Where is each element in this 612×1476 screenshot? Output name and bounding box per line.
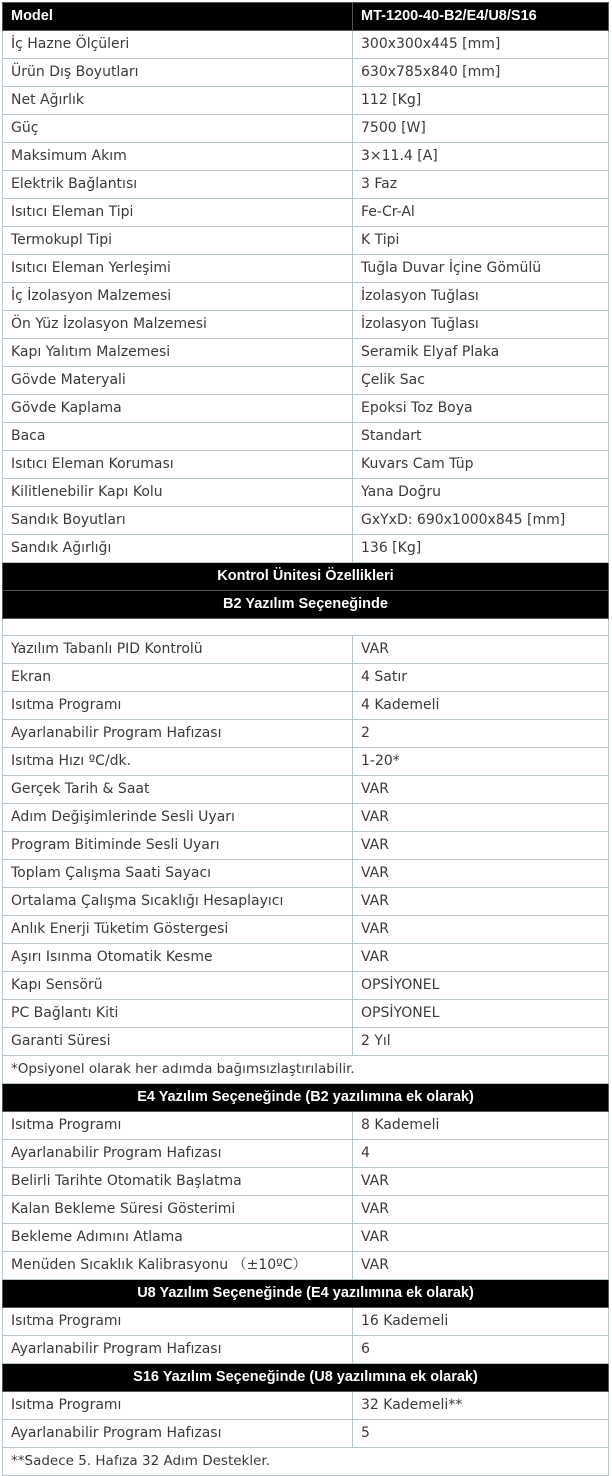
b2-footnote — [3, 1056, 609, 1084]
spec-row — [3, 255, 609, 283]
spec-label: Anlık Enerji Tüketim Göstergesi — [3, 916, 353, 944]
spec-label: Belirli Tarihte Otomatik Başlatma — [3, 1168, 353, 1196]
spec-value: Fe-Cr-Al — [353, 199, 609, 227]
b2-section-header-title: B2 Yazılım Seçeneğinde — [3, 591, 609, 619]
b2-spec-row — [3, 860, 609, 888]
spec-row — [3, 395, 609, 423]
b2-spec-row — [3, 748, 609, 776]
spec-label: Gerçek Tarih & Saat — [3, 776, 353, 804]
model-value: MT-1200-40-B2/E4/U8/S16 — [353, 3, 609, 31]
spec-value: 4 Kademeli — [353, 692, 609, 720]
spec-label: Isıtma Programı — [3, 1392, 353, 1420]
spec-label: Maksimum Akım — [3, 143, 353, 171]
spec-table-body — [3, 3, 609, 1476]
spec-row — [3, 423, 609, 451]
spec-row — [3, 199, 609, 227]
spec-value: 2 — [353, 720, 609, 748]
spec-label: İç İzolasyon Malzemesi — [3, 283, 353, 311]
e4-section-header-title: E4 Yazılım Seçeneğinde (B2 yazılımına ek olarak) — [3, 1084, 609, 1112]
spec-value: Seramik Elyaf Plaka — [353, 339, 609, 367]
spec-value: 5 — [353, 1420, 609, 1448]
spec-label: Sandık Ağırlığı — [3, 535, 353, 563]
spec-label: Ayarlanabilir Program Hafızası — [3, 1336, 353, 1364]
spec-row — [3, 311, 609, 339]
e4-spec-row — [3, 1140, 609, 1168]
spec-value: 16 Kademeli — [353, 1308, 609, 1336]
spacer-cell — [3, 619, 609, 636]
e4-spec-row — [3, 1168, 609, 1196]
spec-row — [3, 535, 609, 563]
spec-value: VAR — [353, 776, 609, 804]
spec-value: 136 [Kg] — [353, 535, 609, 563]
b2-spec-row — [3, 832, 609, 860]
spec-value: Yana Doğru — [353, 479, 609, 507]
spec-label: Isıtma Programı — [3, 1308, 353, 1336]
spec-value: 7500 [W] — [353, 115, 609, 143]
spec-row — [3, 143, 609, 171]
spec-value: 112 [Kg] — [353, 87, 609, 115]
spec-label: İç Hazne Ölçüleri — [3, 31, 353, 59]
spec-value: 2 Yıl — [353, 1028, 609, 1056]
b2-footnote-text: *Opsiyonel olarak her adımda bağımsızlaştırılabilir. — [3, 1056, 609, 1084]
b2-spec-row — [3, 804, 609, 832]
spec-label: Ayarlanabilir Program Hafızası — [3, 1140, 353, 1168]
spec-table — [2, 2, 609, 1476]
b2-spec-row — [3, 888, 609, 916]
spec-label: Net Ağırlık — [3, 87, 353, 115]
spec-value: K Tipi — [353, 227, 609, 255]
spec-label: Isıtma Programı — [3, 692, 353, 720]
spec-row — [3, 171, 609, 199]
spec-label: Ürün Dış Boyutları — [3, 59, 353, 87]
model-header-row — [3, 3, 609, 31]
b2-spec-row — [3, 776, 609, 804]
spec-row — [3, 227, 609, 255]
spec-value: 32 Kademeli** — [353, 1392, 609, 1420]
spec-value: VAR — [353, 832, 609, 860]
spec-value: OPSİYONEL — [353, 972, 609, 1000]
s16-spec-row — [3, 1392, 609, 1420]
spec-value: VAR — [353, 1224, 609, 1252]
spec-label: Kapı Sensörü — [3, 972, 353, 1000]
spec-value: VAR — [353, 636, 609, 664]
spec-value: 8 Kademeli — [353, 1112, 609, 1140]
spec-value: 4 — [353, 1140, 609, 1168]
spec-label: Isıtıcı Eleman Koruması — [3, 451, 353, 479]
e4-spec-row — [3, 1196, 609, 1224]
spec-value: VAR — [353, 1196, 609, 1224]
spec-label: Adım Değişimlerinde Sesli Uyarı — [3, 804, 353, 832]
spec-label: Gövde Kaplama — [3, 395, 353, 423]
spec-value: 3×11.4 [A] — [353, 143, 609, 171]
spec-label: Ortalama Çalışma Sıcaklığı Hesaplayıcı — [3, 888, 353, 916]
spec-label: Kilitlenebilir Kapı Kolu — [3, 479, 353, 507]
spec-label: Sandık Boyutları — [3, 507, 353, 535]
e4-spec-row — [3, 1112, 609, 1140]
s16-footnote-text: **Sadece 5. Hafıza 32 Adım Destekler. — [3, 1448, 609, 1476]
spec-value: OPSİYONEL — [353, 1000, 609, 1028]
control-unit-header — [3, 563, 609, 591]
spec-value: Kuvars Cam Tüp — [353, 451, 609, 479]
spec-value: 630x785x840 [mm] — [353, 59, 609, 87]
spec-row — [3, 339, 609, 367]
spec-value: VAR — [353, 1168, 609, 1196]
b2-spec-row — [3, 636, 609, 664]
spec-value: VAR — [353, 916, 609, 944]
s16-spec-row — [3, 1420, 609, 1448]
b2-spec-row — [3, 720, 609, 748]
spec-row — [3, 367, 609, 395]
spec-value: İzolasyon Tuğlası — [353, 283, 609, 311]
b2-section-header — [3, 591, 609, 619]
e4-section-header — [3, 1084, 609, 1112]
u8-section-header — [3, 1280, 609, 1308]
spec-value: VAR — [353, 1252, 609, 1280]
spacer-row — [3, 619, 609, 636]
spec-label: Toplam Çalışma Saati Sayacı — [3, 860, 353, 888]
spec-label: Gövde Materyali — [3, 367, 353, 395]
spec-label: Güç — [3, 115, 353, 143]
spec-label: Ön Yüz İzolasyon Malzemesi — [3, 311, 353, 339]
spec-label: Isıtma Programı — [3, 1112, 353, 1140]
spec-value: VAR — [353, 804, 609, 832]
spec-row — [3, 115, 609, 143]
spec-label: Bekleme Adımını Atlama — [3, 1224, 353, 1252]
control-unit-header-title: Kontrol Ünitesi Özellikleri — [3, 563, 609, 591]
spec-value: 6 — [353, 1336, 609, 1364]
model-label: Model — [3, 3, 353, 31]
spec-value: GxYxD: 690x1000x845 [mm] — [353, 507, 609, 535]
spec-row — [3, 283, 609, 311]
b2-spec-row — [3, 664, 609, 692]
spec-label: Isıtma Hızı ºC/dk. — [3, 748, 353, 776]
spec-label: Baca — [3, 423, 353, 451]
spec-row — [3, 507, 609, 535]
b2-spec-row — [3, 944, 609, 972]
b2-spec-row — [3, 916, 609, 944]
b2-spec-row — [3, 972, 609, 1000]
spec-value: VAR — [353, 860, 609, 888]
spec-row — [3, 479, 609, 507]
spec-value: 3 Faz — [353, 171, 609, 199]
spec-value: 4 Satır — [353, 664, 609, 692]
spec-value: VAR — [353, 944, 609, 972]
b2-spec-row — [3, 1000, 609, 1028]
spec-label: Elektrik Bağlantısı — [3, 171, 353, 199]
spec-label: Kapı Yalıtım Malzemesi — [3, 339, 353, 367]
spec-label: Kalan Bekleme Süresi Gösterimi — [3, 1196, 353, 1224]
spec-row — [3, 451, 609, 479]
s16-section-header — [3, 1364, 609, 1392]
spec-label: Yazılım Tabanlı PID Kontrolü — [3, 636, 353, 664]
spec-label: Program Bitiminde Sesli Uyarı — [3, 832, 353, 860]
spec-label: Isıtıcı Eleman Yerleşimi — [3, 255, 353, 283]
spec-label: Termokupl Tipi — [3, 227, 353, 255]
spec-value: 300x300x445 [mm] — [353, 31, 609, 59]
spec-value: Epoksi Toz Boya — [353, 395, 609, 423]
spec-row — [3, 59, 609, 87]
spec-value: VAR — [353, 888, 609, 916]
spec-value: İzolasyon Tuğlası — [353, 311, 609, 339]
spec-value: Standart — [353, 423, 609, 451]
spec-label: Aşırı Isınma Otomatik Kesme — [3, 944, 353, 972]
e4-spec-row — [3, 1252, 609, 1280]
spec-row — [3, 87, 609, 115]
spec-row — [3, 31, 609, 59]
s16-section-header-title: S16 Yazılım Seçeneğinde (U8 yazılımına ek olarak) — [3, 1364, 609, 1392]
spec-label: Ekran — [3, 664, 353, 692]
spec-value: Çelik Sac — [353, 367, 609, 395]
u8-section-header-title: U8 Yazılım Seçeneğinde (E4 yazılımına ek olarak) — [3, 1280, 609, 1308]
s16-footnote — [3, 1448, 609, 1476]
u8-spec-row — [3, 1308, 609, 1336]
u8-spec-row — [3, 1336, 609, 1364]
spec-value: Tuğla Duvar İçine Gömülü — [353, 255, 609, 283]
e4-spec-row — [3, 1224, 609, 1252]
spec-label: Menüden Sıcaklık Kalibrasyonu （±10ºC） — [3, 1252, 353, 1280]
spec-label: Isıtıcı Eleman Tipi — [3, 199, 353, 227]
spec-label: Ayarlanabilir Program Hafızası — [3, 1420, 353, 1448]
spec-label: Ayarlanabilir Program Hafızası — [3, 720, 353, 748]
spec-value: 1-20* — [353, 748, 609, 776]
spec-label: Garanti Süresi — [3, 1028, 353, 1056]
b2-spec-row — [3, 1028, 609, 1056]
spec-label: PC Bağlantı Kiti — [3, 1000, 353, 1028]
b2-spec-row — [3, 692, 609, 720]
